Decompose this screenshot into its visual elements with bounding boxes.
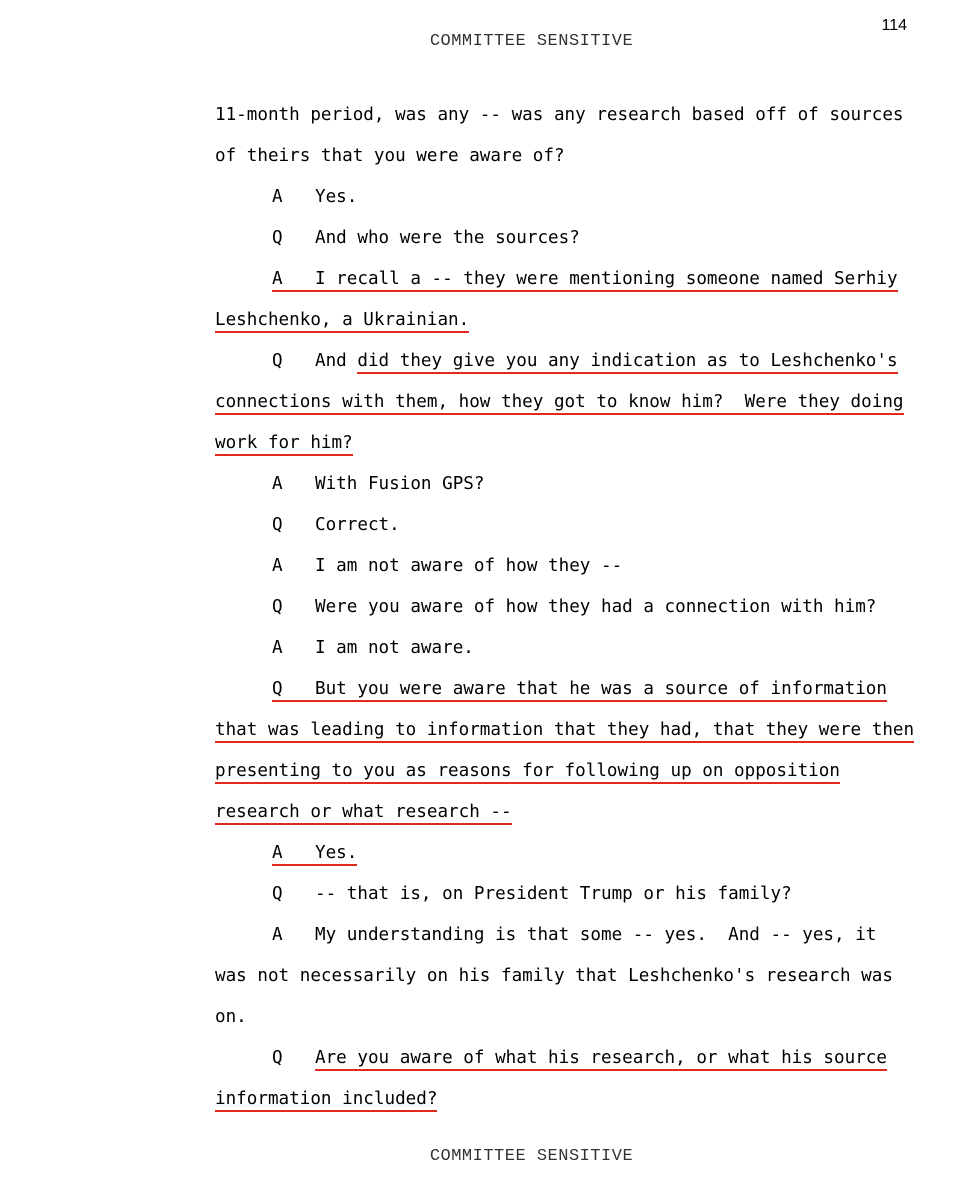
speaker-label: Q: [272, 351, 283, 371]
underlined-text: Are you aware of what his research, or what his source: [315, 1048, 887, 1071]
line-text: I recall a -- they were mentioning someone named Serhiy: [315, 269, 898, 289]
line-text: of theirs that you were aware of?: [215, 146, 565, 166]
speaker-label: A: [272, 187, 283, 207]
underlined-text: Leshchenko, a Ukrainian.: [215, 310, 469, 333]
transcript-answer: [272, 473, 484, 495]
transcript-answer: [272, 637, 474, 659]
line-text: -- that is, on President Trump or his family?: [315, 884, 792, 904]
transcript-answer: [272, 268, 898, 290]
transcript-question: [272, 227, 580, 249]
speaker-label: Q: [272, 597, 283, 617]
speaker-label: Q: [272, 884, 283, 904]
transcript-line: [215, 104, 904, 126]
transcript-question: [272, 514, 400, 536]
underlined-text: [272, 269, 898, 292]
underlined-text: presenting to you as reasons for following up on opposition: [215, 761, 840, 784]
transcript-question: [272, 350, 898, 372]
transcript-line: [215, 309, 469, 331]
line-text: was not necessarily on his family that Leshchenko's research was: [215, 966, 893, 986]
speaker-label: Q: [272, 228, 283, 248]
page-footer: COMMITTEE SENSITIVE: [429, 1147, 634, 1166]
speaker-label: A: [272, 269, 283, 289]
line-text: I am not aware.: [315, 638, 474, 658]
line-text: My understanding is that some -- yes. And -- yes, it: [315, 925, 877, 945]
transcript-line: [215, 965, 893, 987]
underlined-text: research or what research --: [215, 802, 512, 825]
speaker-label: Q: [272, 1048, 283, 1068]
underlined-text: connections with them, how they got to know him? Were they doing: [215, 392, 904, 415]
transcript-question: [272, 678, 887, 700]
speaker-label: A: [272, 556, 283, 576]
transcript-line: [215, 801, 512, 823]
speaker-label: A: [272, 843, 283, 863]
speaker-label: Q: [272, 515, 283, 535]
underlined-text: [272, 679, 887, 702]
underlined-text: did they give you any indication as to Leshchenko's: [357, 351, 897, 374]
underlined-text: work for him?: [215, 433, 353, 456]
transcript-question: [272, 883, 792, 905]
line-text: 11-month period, was any -- was any research based off of sources: [215, 105, 904, 125]
transcript-line: [215, 391, 904, 413]
transcript-line: [215, 719, 914, 741]
transcript-question: [272, 1047, 887, 1069]
page-number: 114: [881, 17, 907, 34]
speaker-label: A: [272, 925, 283, 945]
speaker-label: A: [272, 474, 283, 494]
speaker-label: A: [272, 638, 283, 658]
transcript-line: [215, 760, 840, 782]
line-text: I am not aware of how they --: [315, 556, 623, 576]
line-text: Yes.: [315, 187, 358, 207]
line-text: Were you aware of how they had a connection with him?: [315, 597, 877, 617]
line-text: Correct.: [315, 515, 400, 535]
speaker-label: Q: [272, 679, 283, 699]
line-text: With Fusion GPS?: [315, 474, 485, 494]
transcript-question: [272, 596, 876, 618]
line-text: on.: [215, 1007, 247, 1027]
transcript-answer: [272, 924, 876, 946]
underlined-text: [272, 843, 357, 866]
transcript-answer: [272, 186, 357, 208]
transcript-answer: [272, 555, 622, 577]
transcript-line: [215, 432, 353, 454]
transcript-answer: [272, 842, 357, 864]
line-text: Yes.: [315, 843, 358, 863]
transcript-line: [215, 145, 565, 167]
page-header: COMMITTEE SENSITIVE: [429, 32, 634, 51]
line-text: And who were the sources?: [315, 228, 580, 248]
transcript-line: [215, 1006, 247, 1028]
underlined-text: that was leading to information that they had, that they were then: [215, 720, 914, 743]
line-text: But you were aware that he was a source of information: [315, 679, 887, 699]
underlined-text: information included?: [215, 1089, 437, 1112]
transcript-line: [215, 1088, 437, 1110]
line-prefix: And: [315, 351, 358, 371]
